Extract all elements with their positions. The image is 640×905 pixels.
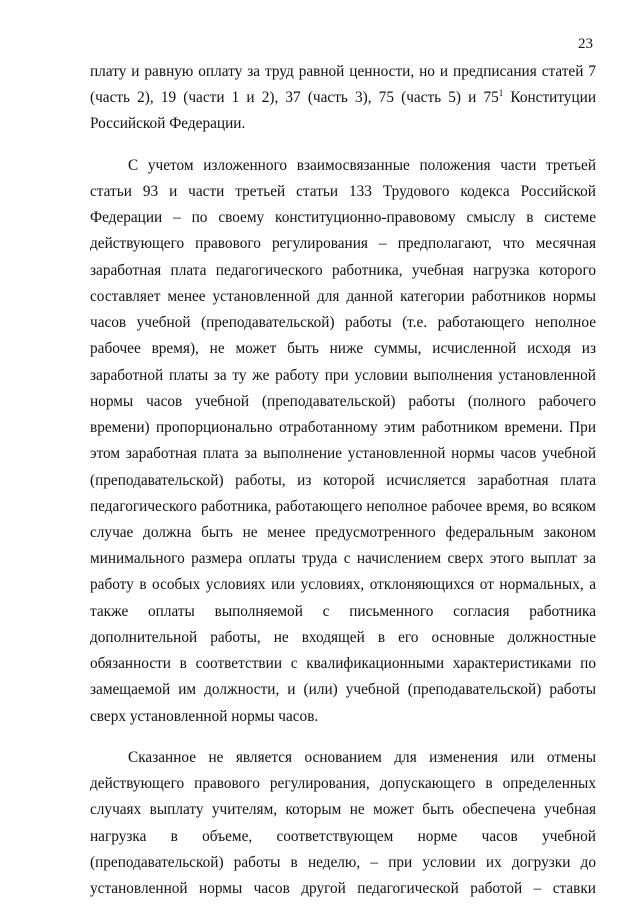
text-line: рабочее время), не может быть ниже суммы, исчисленной исходя из <box>90 340 596 357</box>
text-line: случаях выплату учителям, которым не может быть обеспечена учебная <box>90 801 596 818</box>
text-line: статьи 93 и части третьей статьи 133 Трудового кодекса Российской <box>90 183 596 200</box>
text-line: также оплаты выполняемой с письменного согласия работника <box>90 603 596 620</box>
text-line: (преподавательской) работы в неделю, – при условии их догрузки до <box>90 854 596 871</box>
text-line: сверх установленной нормы часов. <box>90 708 319 725</box>
text-line: нагрузка в объеме, соответствующем норме часов учебной <box>90 828 596 845</box>
text-line: заработной платы за ту же работу при условии выполнения установленной <box>90 367 596 384</box>
text-line: Федерации – по своему конституционно-правовому смыслу в системе <box>90 209 596 226</box>
text-segment: Конституции <box>503 89 597 106</box>
text-line: Российской Федерации. <box>90 115 246 132</box>
text-line: действующего правового регулирования, допускающего в определенных <box>90 775 596 792</box>
text-line: обязанности в соответствии с квалификационными характеристиками по <box>90 655 596 672</box>
text-line: (преподавательской) работы, из которой исчисляется заработная плата <box>90 472 596 489</box>
text-line: педагогического работника, работающего неполное рабочее время, во всяком <box>90 498 596 515</box>
text-line: составляет менее установленной для данной категории работников нормы <box>90 288 596 305</box>
text-line: часов учебной (преподавательской) работы (т.е. работающего неполное <box>90 314 596 331</box>
text-line: нормы часов учебной (преподавательской) работы (полного рабочего <box>90 393 596 410</box>
text-line: заработная плата педагогического работника, учебная нагрузка которого <box>90 262 596 279</box>
text-line: замещаемой им должности, и (или) учебной (преподавательской) работы <box>90 681 596 698</box>
text-line: плату и равную оплату за труд равной ценности, но и предписания статей 7 <box>90 63 596 80</box>
page-number: 23 <box>578 36 593 52</box>
paragraph-first-line: Сказанное не является основанием для изменения или отмены <box>128 749 596 766</box>
text-line: случае должна быть не менее предусмотренного федеральным законом <box>90 524 596 541</box>
text-line: этом заработная плата за выполнение установленной нормы часов учебной <box>90 445 596 462</box>
text-line: работу в особых условиях или условиях, отклоняющихся от нормальных, а <box>90 576 596 593</box>
paragraph-first-line: С учетом изложенного взаимосвязанные положения части третьей <box>128 157 596 174</box>
text-line <box>90 88 596 108</box>
text-line: действующего правового регулирования – предполагают, что месячная <box>90 235 596 252</box>
superscript: 1 <box>498 87 504 98</box>
text-line: установленной нормы часов другой педагогической работой – ставки <box>90 880 596 897</box>
text-line: минимального размера оплаты труда с начислением сверх этого выплат за <box>90 550 596 567</box>
text-segment: (часть 2), 19 (части 1 и 2), 37 (часть 3), 75 (часть 5) и 75 <box>90 89 499 106</box>
text-line: дополнительной работы, не входящей в его основные должностные <box>90 629 596 646</box>
text-line: времени) пропорционально отработанному этим работником времени. При <box>90 419 596 436</box>
